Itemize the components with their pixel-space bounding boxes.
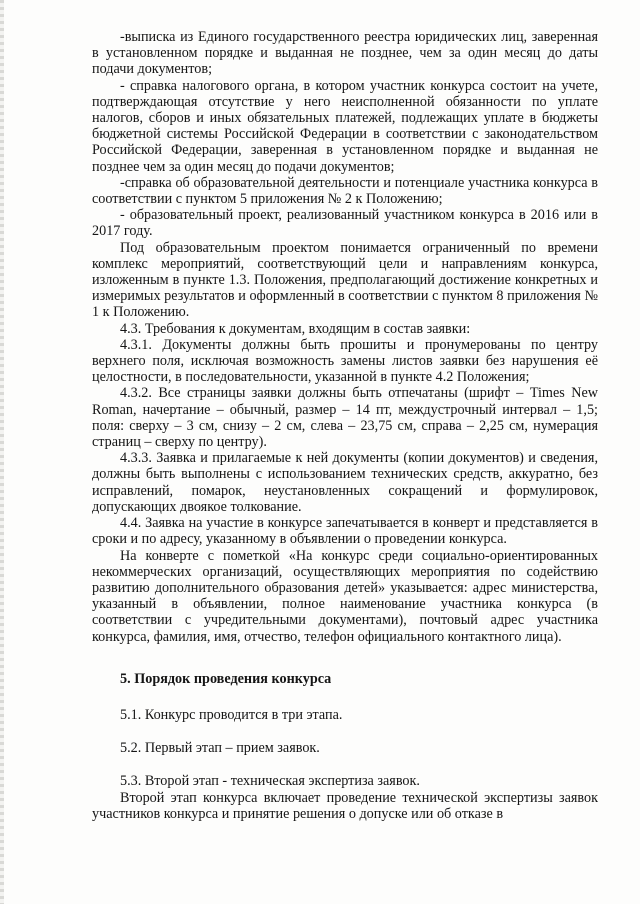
- paragraph-project-definition: Под образовательным проектом понимается ограниченный по времени комплекс мероприятий, соответствующий цели и направлениям конкурса, изложенным в пункте 1.3. Положения, предполагающий достижение конкретных и измеримых результатов и оформленный в соответствии с пунктом 8 приложения № 1 к Положению.: [92, 239, 598, 321]
- paragraph-education-certificate: -справка об образовательной деятельности и потенциале участника конкурса в соответствии с пунктом 5 приложения № 2 к Положению;: [92, 174, 598, 208]
- paragraph-5-1: 5.1. Конкурс проводится в три этапа.: [120, 706, 343, 723]
- paragraph-4-3-2: 4.3.2. Все страницы заявки должны быть отпечатаны (шрифт – Times New Roman, начертание – обычный, размер – 14 пт, междустрочный интервал – 1,5; поля: сверху – 3 см, снизу – 2 см, слева – 23,75 см, справа – 2,25 см, нумерация страниц – сверху по центру).: [92, 385, 598, 451]
- paragraph-4-4: 4.4. Заявка на участие в конкурсе запечатывается в конверт и представляется в сроки и по адресу, указанному в объявлении о проведении конкурса.: [92, 515, 598, 548]
- paragraph-extract-egrul: -выписка из Единого государственного реестра юридических лиц, заверенная в установленном порядке и выданная не позднее, чем за один месяц до даты подачи документов;: [92, 29, 598, 78]
- paragraph-4-3-3: 4.3.3. Заявка и прилагаемые к ней документы (копии документов) и сведения, должны быть выполнены с использованием технических средств, аккуратно, без исправлений, помарок, неустановленных сокращений и формулировок, допускающих двоякое толкование.: [92, 450, 598, 515]
- document-body: [92, 29, 598, 822]
- paragraph-second-stage: Второй этап конкурса включает проведение технической экспертизы заявок участников конкурса и принятие решения о допуске или об отказе в: [92, 789, 598, 822]
- paragraph-tax-certificate: - справка налогового органа, в котором участник конкурса состоит на учете, подтверждающая отсутствие у него неисполненной обязанности по уплате налогов, сборов и иных обязательных платежей, подлежащих уплате в бюджеты бюджетной системы Российской Федерации в соответствии с законодательством Российской Федерации, заверенная в установленном порядке и выданная не позднее чем за один месяц до подачи документов;: [92, 77, 598, 175]
- paragraph-5-3: 5.3. Второй этап - техническая экспертиза заявок.: [120, 773, 420, 790]
- paragraph-envelope: На конверте с пометкой «На конкурс среди социально-ориентированных некоммерческих организаций, осуществляющих мероприятия по содействию развитию дополнительного образования детей» указывается: адрес министерства, указанный в объявлении, полное наименование участника конкурса (в соответствии с учредительными документами), почтовый адрес участника конкурса, фамилия, имя, отчество, телефон официального контактного лица).: [92, 547, 598, 645]
- paragraph-5-2: 5.2. Первый этап – прием заявок.: [120, 740, 320, 757]
- scan-edge: [0, 0, 4, 904]
- paragraph-4-3-1: 4.3.1. Документы должны быть прошиты и пронумерованы по центру верхнего поля, исключая возможность замены листов заявки без нарушения её целостности, в последовательности, указанной в пункте 4.2 Положения;: [92, 336, 598, 386]
- section-5-heading: 5. Порядок проведения конкурса: [120, 670, 332, 687]
- paragraph-4-3: 4.3. Требования к документам, входящим в состав заявки:: [120, 320, 471, 337]
- paragraph-education-project: - образовательный проект, реализованный участником конкурса в 2016 или в 2017 году.: [92, 207, 598, 240]
